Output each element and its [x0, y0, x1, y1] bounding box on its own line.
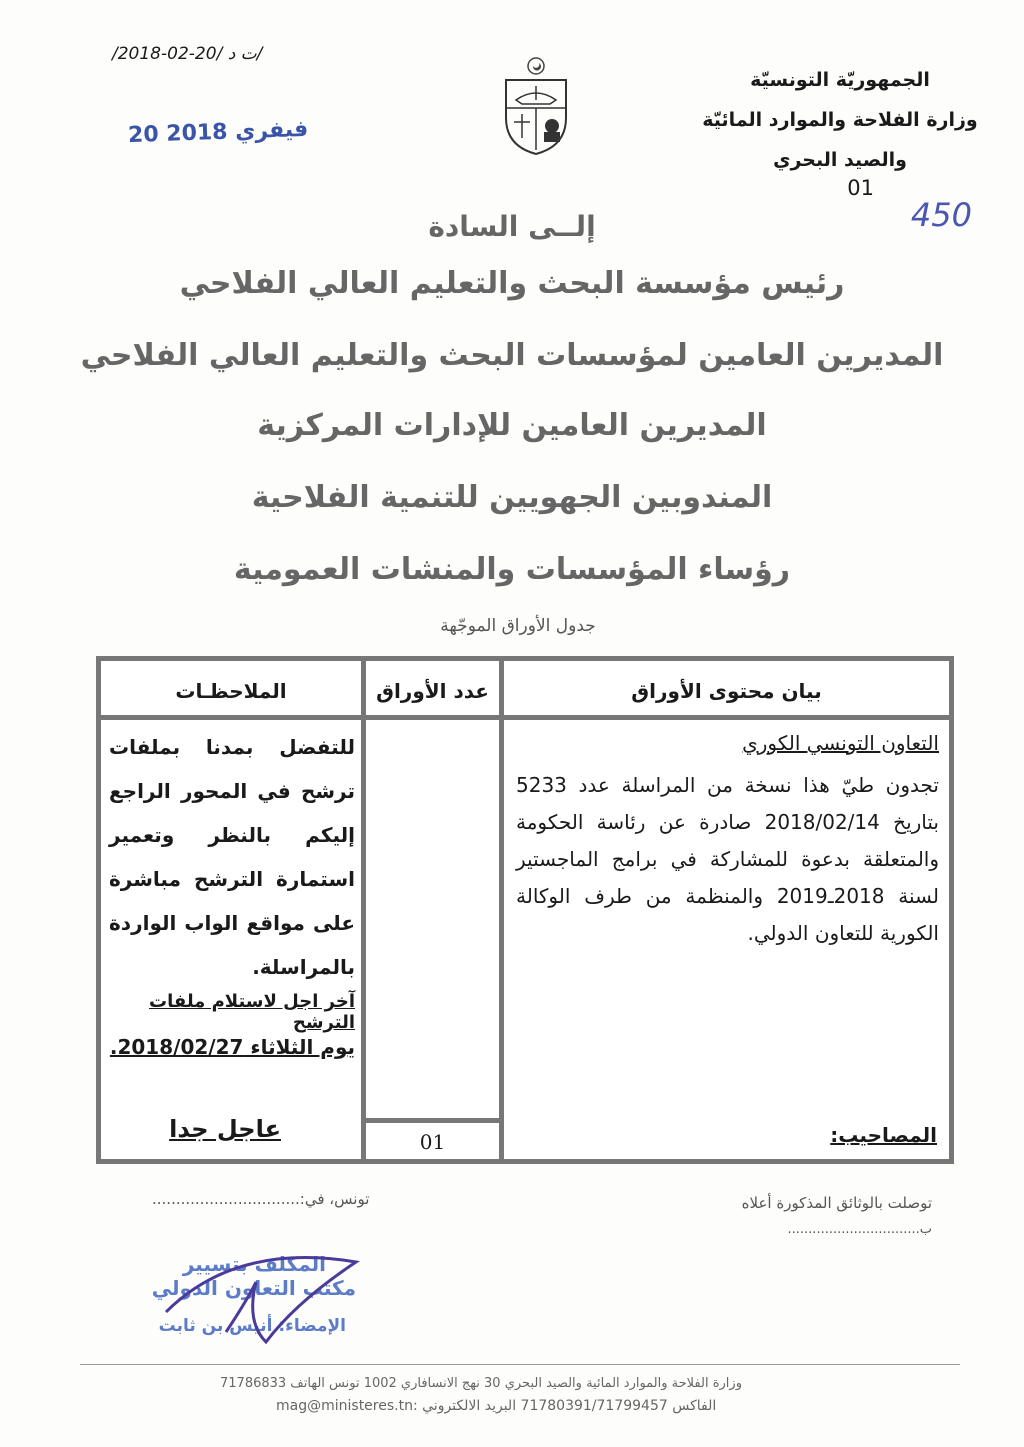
attachments-label: المصاحيب:: [830, 1123, 937, 1147]
deadline-label: آخر اجل لاستلام ملفات الترشح: [149, 991, 355, 1033]
table-caption: جدول الأوراق الموجّهة: [440, 616, 596, 636]
stamp-office: مكتب التعاون الدولي: [151, 1276, 356, 1300]
country-name: الجمهوريّة التونسيّة: [750, 69, 930, 91]
footer-contact: الفاكس 71780391/71799457 البريد الالكتروني :mag@ministeres.tn: [276, 1398, 717, 1414]
remarks-column: [101, 661, 361, 1159]
documents-table: [96, 656, 954, 1164]
ministry-name: وزارة الفلاحة والموارد المائيّة: [702, 109, 978, 131]
document-number: 01: [847, 176, 874, 200]
recipient-line: رئيس مؤسسة البحث والتعليم العالي الفلاحي: [179, 266, 845, 301]
issuer-header: [690, 60, 990, 180]
signature-stamp: [86, 1252, 366, 1352]
stamp-title: المكلف بتسيير: [182, 1252, 326, 1276]
tunisia-coat-of-arms-icon: [500, 56, 572, 156]
stamp-signatory: الإمضاء: أنيس بن ثابت: [158, 1316, 346, 1336]
recipients-intro: إلــى السادة: [428, 210, 596, 243]
footer-address: وزارة الفلاحة والموارد المائية والصيد البحري 30 نهج الانسافاري 1002 تونس الهاتف 71786833: [220, 1376, 742, 1391]
receipt-statement: توصلت بالوثائق المذكورة أعلاه: [741, 1194, 932, 1212]
place-date: تونس، في:...............................: [152, 1190, 370, 1208]
recipient-line: المديرين العامين لمؤسسات البحث والتعليم العالي الفلاحي: [80, 338, 944, 373]
urgent-label: عاجل جدا: [169, 1115, 281, 1143]
reference-number: /ت د /20-02-2018/: [112, 44, 263, 64]
ministry-name-cont: والصيد البحري: [773, 149, 907, 171]
count-header: عدد الأوراق: [366, 661, 499, 720]
recipient-line: المندوبين الجهويين للتنمية الفلاحية: [251, 480, 773, 515]
content-header: بيان محتوى الأوراق: [504, 661, 949, 720]
handwritten-number: 450: [910, 196, 972, 234]
subject-line: التعاون التونسي الكوري: [742, 731, 939, 755]
recipient-line: المديرين العامين للإدارات المركزية: [257, 408, 767, 443]
content-column: [499, 661, 949, 1159]
count-column: [361, 661, 499, 1159]
signature-icon: [146, 1242, 366, 1352]
footer-divider: [80, 1364, 960, 1365]
remarks-text: للتفضل بمدنا بملفات ترشح في المحور الراجع إليكم بالنظر وتعمير استمارة الترشح مباشرة على مواقع الواب الواردة بالمراسلة.: [109, 735, 355, 979]
count-value: 01: [366, 1118, 499, 1159]
content-body: تجدون طيّ هذا نسخة من المراسلة عدد 5233 بتاريخ 2018/02/14 صادرة عن رئاسة الحكومة والمتعلقة بدعوة للمشاركة في برامج الماجستير لسنة 2018ـ2019 والمنظمة من طرف الوكالة الكورية للتعاون الدولي.: [516, 773, 939, 945]
remarks-header: الملاحظـات: [101, 661, 361, 720]
recipient-line: رؤساء المؤسسات والمنشات العمومية: [233, 552, 791, 587]
deadline-date: يوم الثلاثاء 2018/02/27.: [109, 1035, 355, 1059]
receipt-line: ب................................: [787, 1222, 932, 1237]
received-date-stamp: 20 فيفري 2018: [127, 116, 309, 149]
